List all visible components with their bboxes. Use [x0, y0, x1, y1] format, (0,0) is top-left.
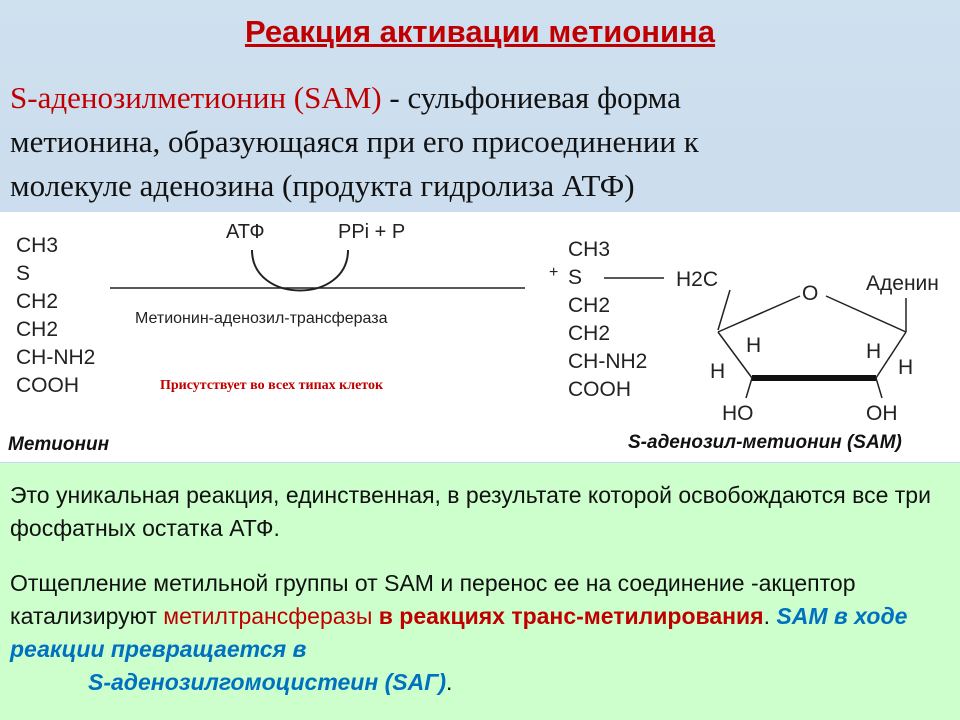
met-ch3: CH3	[16, 234, 59, 257]
slide-title-text: Реакция активации метионина	[244, 14, 716, 49]
para2-dot: .	[763, 603, 777, 629]
ring-bond-c4-o	[718, 296, 800, 332]
atp-label: АТФ	[226, 221, 265, 243]
methionine-caption: Метионин	[8, 434, 110, 455]
intro-line3: молекуле аденозина (продукта гидролиза АТФ)	[10, 168, 635, 203]
reaction-scheme-svg	[0, 212, 960, 462]
c2-oh-bond	[876, 378, 882, 398]
adenine-label: Аденин	[866, 272, 939, 295]
sam-term: S-аденозилметионин (SAM)	[10, 80, 382, 115]
sam-formula	[549, 238, 939, 425]
sam-caption: S-аденозил-метионин (SAM)	[628, 432, 902, 453]
c3-oh-bond	[746, 378, 752, 398]
presence-note: Присутствует во всех типах клеток	[160, 378, 384, 393]
met-ch2-a: CH2	[16, 290, 59, 313]
ring-h-right-inner: H	[866, 340, 882, 363]
sam-s: S	[568, 266, 583, 289]
sam-h2c: H2C	[676, 268, 719, 291]
ring-h-left-outer: H	[710, 360, 726, 383]
ring-ho: HO	[722, 402, 754, 425]
sam-cooh: COOH	[568, 378, 631, 401]
met-ch2-b: CH2	[16, 318, 59, 341]
intro-text	[10, 76, 950, 208]
ring-oh: OH	[866, 402, 898, 425]
sam-ch2-a: CH2	[568, 294, 611, 317]
enzyme-label: Метионин-аденозил-трансфераза	[135, 310, 388, 327]
reaction-scheme	[0, 212, 960, 462]
ring-oxygen: O	[802, 282, 819, 305]
met-cooh: COOH	[16, 374, 79, 397]
slide-title	[0, 14, 960, 50]
sam-chnh2: CH-NH2	[568, 350, 648, 373]
sag-term: S-аденозилгомоцистеин (SAГ)	[88, 669, 447, 695]
sam-conversion-text: SAM в ходе реакции превращается в	[10, 603, 908, 662]
sam-ch3: CH3	[568, 238, 611, 261]
para2-text: Отщепление метильной группы от SAM и перенос ее на соединение -акцептор катализируют	[10, 570, 856, 629]
methyltransferases-term: метилтрансферазы	[163, 603, 373, 629]
methionine-formula	[16, 234, 95, 397]
sam-ch2-b: CH2	[568, 322, 611, 345]
explanation-panel	[0, 463, 960, 720]
ring-h-right-outer: H	[898, 356, 914, 379]
paragraph-methyl-transfer	[10, 567, 950, 699]
transmethylation-term: в реакциях транс-метилирования	[378, 603, 764, 629]
met-chnh2: CH-NH2	[16, 346, 96, 369]
paragraph-unique-reaction: Это уникальная реакция, единственная, в результате которой освобождаются все три фосфатных остатка АТФ.	[10, 482, 931, 541]
para2-end: .	[446, 669, 453, 695]
intro-line1: - сульфониевая форма	[381, 80, 681, 115]
atp-consumption-curve	[252, 250, 348, 291]
sam-plus-charge: +	[549, 264, 559, 281]
h2c-ring-bond	[718, 290, 730, 330]
ring-bond-o-c1	[826, 296, 906, 332]
ring-h-left-inner: H	[746, 334, 762, 357]
met-s: S	[16, 262, 31, 285]
intro-line2: метионина, образующаяся при его присоединении к	[10, 124, 699, 159]
ppi-label: PPi + P	[338, 221, 406, 243]
